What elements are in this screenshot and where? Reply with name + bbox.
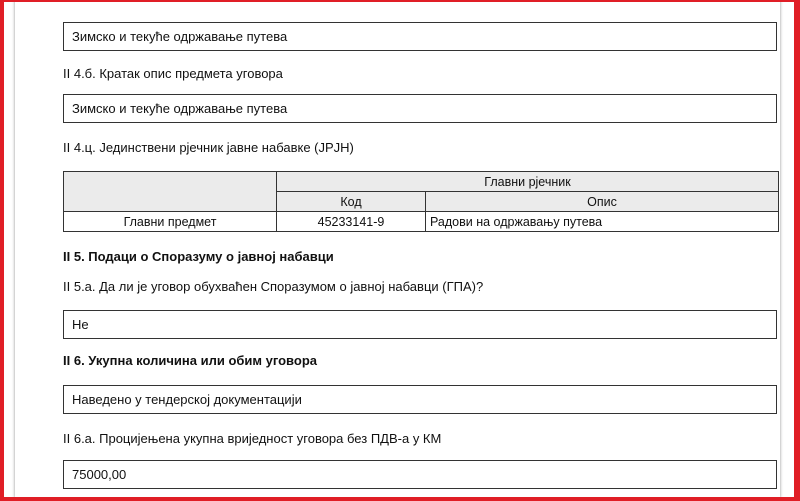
cpv-row-label: Главни предмет — [64, 212, 277, 232]
cpv-group-header: Главни рјечник — [277, 172, 779, 192]
cpv-col-code-header: Код — [277, 192, 426, 212]
section-5-heading: II 5. Подаци о Споразуму о јавној набавци — [63, 249, 334, 264]
table-row — [64, 212, 779, 232]
document-page — [15, 0, 780, 498]
contract-title-field: Зимско и текуће одржавање путева — [63, 22, 777, 51]
cpv-row-code: 45233141-9 — [277, 212, 426, 232]
gpa-question-label: II 5.а. Да ли је уговор обухваћен Споразумом о јавној набавци (ГПА)? — [63, 279, 484, 294]
cpv-table — [63, 171, 779, 232]
cpv-row-desc: Радови на одржавању путева — [426, 212, 779, 232]
quantity-field: Наведено у тендерској документацији — [63, 385, 777, 414]
cpv-label: II 4.ц. Јединствени рјечник јавне набавке (JPJH) — [63, 140, 354, 155]
estimated-value-label: II 6.а. Процијењена укупна вриједност уговора без ПДВ-а у КМ — [63, 431, 442, 446]
short-description-label: II 4.б. Кратак опис предмета уговора — [63, 66, 283, 81]
estimated-value-field: 75000,00 — [63, 460, 777, 489]
gpa-answer-field: Не — [63, 310, 777, 339]
short-description-field: Зимско и текуће одржавање путева — [63, 94, 777, 123]
cpv-col-desc-header: Опис — [426, 192, 779, 212]
cpv-empty-corner — [64, 172, 277, 212]
section-6-heading: II 6. Укупна количина или обим уговора — [63, 353, 317, 368]
